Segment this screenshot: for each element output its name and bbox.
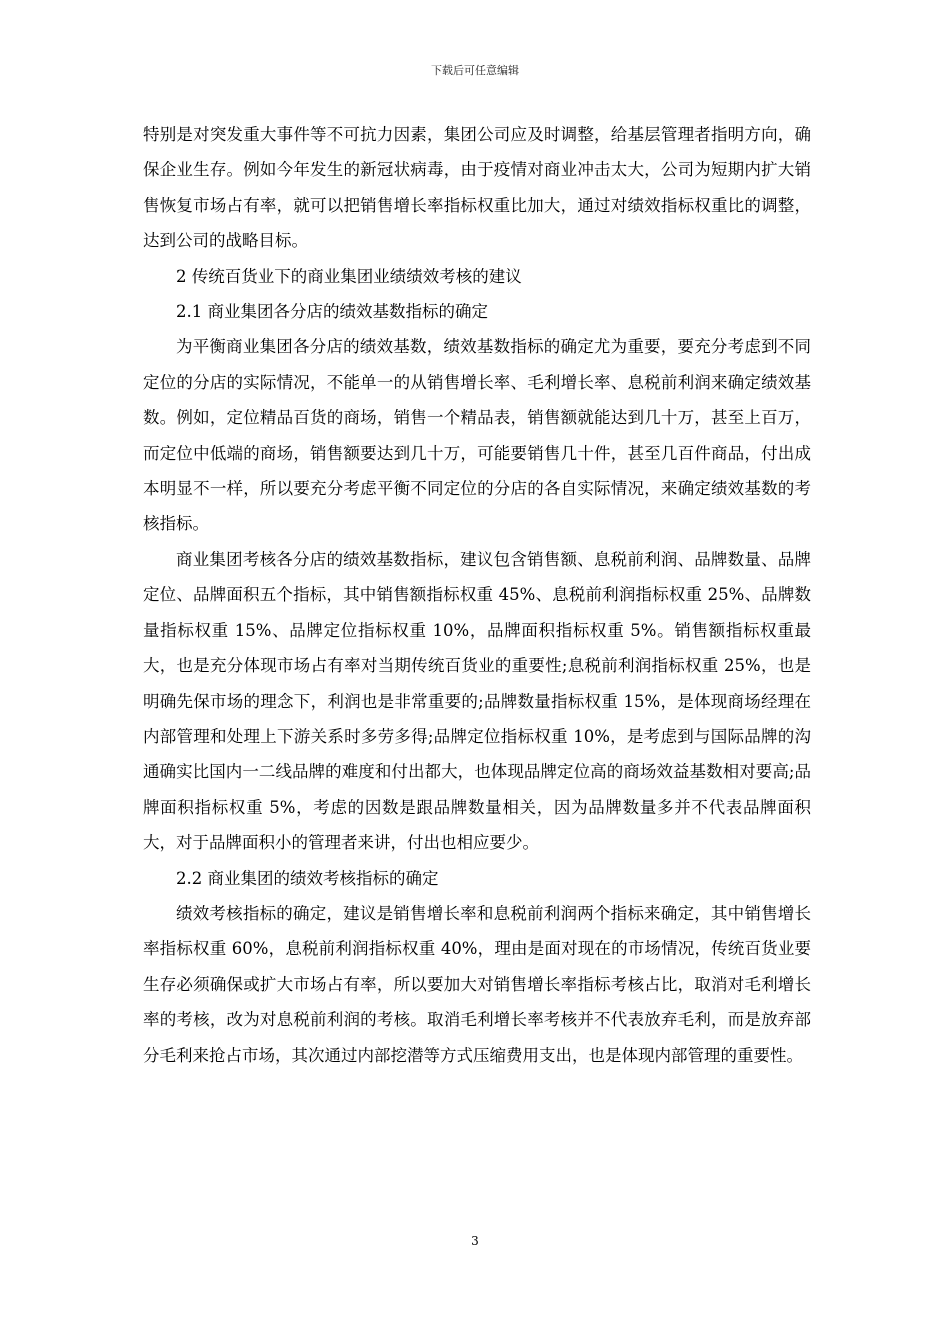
paragraph: 商业集团考核各分店的绩效基数指标，建议包含销售额、息税前利润、品牌数量、品牌定位、品牌面积五个指标，其中销售额指标权重 45%、息税前利润指标权重 25%、品牌数量指标权重 15%、品牌定位指标权重 10%，品牌面积指标权重 5%。销售额指标权重最大，也是充分体现市场占有率对当期传统百货业的重要性;息税前利润指标权重 25%，也是明确先保市场的理念下，利润也是非常重要的;品牌数量指标权重 15%，是体现商场经理在内部管理和处理上下游关系时多劳多得;品牌定位指标权重 10%，是考虑到与国际品牌的沟通确实比国内一二线品牌的难度和付出都大，也体现品牌定位高的商场效益基数相对要高;品牌面积指标权重 5%，考虑的因数是跟品牌数量相关，因为品牌数量多并不代表品牌面积大，对于品牌面积小的管理者来讲，付出也相应要少。 (143, 549, 811, 853)
page-number: 3 (471, 1234, 479, 1248)
paragraph: 绩效考核指标的确定，建议是销售增长率和息税前利润两个指标来确定，其中销售增长率指标权重 60%，息税前利润指标权重 40%，理由是面对现在的市场情况，传统百货业要生存必须确保或扩大市场占有率，所以要加大对销售增长率指标考核占比，取消对毛利增长率的考核，改为对息税前利润的考核。取消毛利增长率考核并不代表放弃毛利，而是放弃部分毛利来抢占市场，其次通过内部挖潜等方式压缩费用支出，也是体现内部管理的重要性。 (143, 903, 811, 1065)
subsection-heading-2-1: 2.1 商业集团各分店的绩效基数指标的确定 (176, 302, 488, 322)
section-heading-2: 2 传统百货业下的商业集团业绩绩效考核的建议 (176, 266, 522, 286)
subsection-heading-2-2: 2.2 商业集团的绩效考核指标的确定 (176, 868, 439, 888)
page-header: 下载后可任意编辑 (431, 64, 519, 77)
paragraph-continued: 特别是对突发重大事件等不可抗力因素，集团公司应及时调整，给基层管理者指明方向，确保企业生存。例如今年发生的新冠状病毒，由于疫情对商业冲击太大，公司为短期内扩大销售恢复市场占有率，就可以把销售增长率指标权重比加大，通过对绩效指标权重比的调整，达到公司的战略目标。 (143, 125, 811, 251)
paragraph: 为平衡商业集团各分店的绩效基数，绩效基数指标的确定尤为重要，要充分考虑到不同定位的分店的实际情况，不能单一的从销售增长率、毛利增长率、息税前利润来确定绩效基数。例如，定位精品百货的商场，销售一个精品表，销售额就能达到几十万，甚至上百万，而定位中低端的商场，销售额要达到几十万，可能要销售几十件，甚至几百件商品，付出成本明显不一样，所以要充分考虑平衡不同定位的分店的各自实际情况，来确定绩效基数的考核指标。 (143, 337, 811, 534)
document-body (143, 117, 811, 1073)
